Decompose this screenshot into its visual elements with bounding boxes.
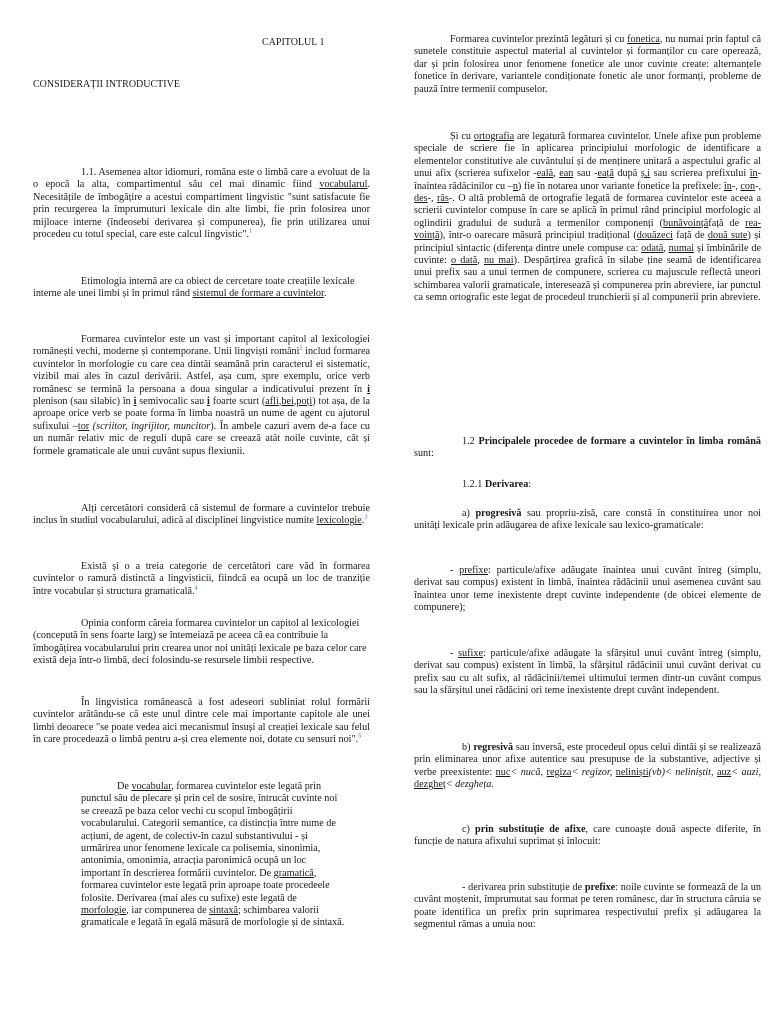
link-vocabularul[interactable]: vocabularul xyxy=(319,179,368,191)
paragraph-ortografia: Și cu ortografia are legatură formarea cuvintelor. Unele afixe pun probleme speciale de scriere fie în aplicarea principiului morfologic de identificare a elementelor constitutive ale cuvântului și de menținere unitară a aspectului grafic al unui afix (scrierea sufixelor -eală, ean sau -eață după ș,i sau scrierea prefixului în- înaintea rădăcinilor cu –n) fie în notarea unor variante fonetice la prefixele: în-, con-, des-, răs-. O altă problemă de ortografie legată de formarea cuvintelor este aceea a scrierii cuvintelor compuse în care se aplică în primul rând principiul morfologic al oglindirii gradului de sudură a termenilor componenți (bunăvoințăfață de rea-voință), într-o oarecare măsură principiul tradițional (douăzeci față de două sute) și principiul sintactic (diferența dintre unele compuse ca: odată, numai și îmbinările de cuvinte: o dată, nu mai). Despărțirea grafică în silabe ține seamă de identificarea unui prefix sau a unui termen de compunere, scrierea cu majuscule reflectă uneori schimbarea valorii gramaticale, interesează și compunerea prin abreviere, iar punctul ca semn ortografic este legat de procedeul trunchierii și al compunerii prin abreviere. xyxy=(414,131,762,304)
footnote-ref-1[interactable]: 1 xyxy=(249,228,253,235)
paragraph-prefixe: - prefixe: particule/afixe adăugate înaintea unui cuvânt întreg (simplu, derivat sau compus) existent în limbă, înaintea rădăcinii unui asemenea cuvânt sau înaintea unor teme inexistente drept cuvinte independente (de obicei elemente de compunere); xyxy=(414,565,762,614)
paragraph-regresiva: b) regresivă sau inversă, este procedeul opus celui dintâi și se realizează prin eliminarea unor afixe autentice sau presupuse de la substantive, adjective și verbe preexistente: nuc< nucă, regiza< regizor, neliniști(vb)< neliniștit, auz< auzi, dezgheț< dezgheța. xyxy=(414,742,762,791)
paragraph-fonetica: Formarea cuvintelor prezintă legături și cu fonetica, nu numai prin faptul că sunetele constituie aspectul material al cuvintelor și formanților cu care operează, dar și prin folosirea unor fenomene fonetice ale unor cuvinte create: alternanțele fonetice în derivare, variantele condiționate fonetic ale unor formanți, probleme de pauză între termenii compuselor. xyxy=(414,34,762,95)
subheading-1-2: 1.2 Principalele procedee de formare a cuvintelor în limba română sunt: xyxy=(414,436,762,460)
section-heading: CONSIDERAȚII INTRODUCTIVE xyxy=(33,79,180,90)
subheading-1-2-1: 1.2.1 Derivarea: xyxy=(462,479,532,490)
paragraph-alti-cercetatori: Alți cercetători consideră că sistemul de formare a cuvintelor trebuie inclus în studiul vocabularului, adică al disciplinei lingvistice numite lexicologie.$^3$ xyxy=(33,503,370,527)
paragraph-sufixe: - sufixe: particule/afixe adăugate la sfârșitul unui cuvânt întreg (simplu, derivat sau compus) existent în limbă, la sfârșitul rădăcinii unui cuvânt derivat cu prefix sau cu alt sufix, al rădăcinii/temei ultimului termen dintr-un cuvânt compus sau la sfârșitul unei rădăcini ori teme inexistente drept cuvânt independent. xyxy=(414,648,761,697)
paragraph-exista: Există și o a treia categorie de cercetători care văd în formarea cuvintelor o ramură distinctă a lingvisticii, fiindcă ea ocupă un loc de tranziție între vocabular și structura gramaticală.$^4$ xyxy=(33,561,370,597)
paragraph-opinia: Opinia conform căreia formarea cuvintelor un capitol al lexicologiei (concepută în sens foarte larg) se întemeiază pe aceea că ea contribuie la îmbogățirea vocabularului prin crearea unor noi unități lexicale pe baza celor care există deja într-o limbă, deci folosindu-se resursele limbii respective. xyxy=(33,618,367,667)
footnote-ref-5[interactable]: 5 xyxy=(358,733,362,740)
paragraph-formarea: Formarea cuvintelor este un vast și important capitol al lexicologiei românești vechi, moderne și contemporane. Unii lingviști români$^2$ includ formarea cuvintelor în morfologie cu care cea dintâi seamănă prin caracterul ei sistematic, vizibil mai ales în cazul derivării. Astfel, așa cum, spre exemplu, orice verb românesc se termină la persoana a doua singular a indicativului prezent în i plenison (sau silabic) în i semivocalic sau i foarte scurt (afli,bei,poți) tot așa, de la aproape orice verb se poate forma în limba noastră un nume de agent cu ajutorul sufixului –tor (scriitor, ingrijitor, muncitor). În ambele cazuri avem de-a face cu un număr relativ mic de reguli după care se creează atât noile cuvinte, cât și formele gramaticale ale unui cuvânt supus flexiunii. xyxy=(33,334,371,457)
paragraph-lingvistica: În lingvistica românească a fost adeseori subliniat rolul formării cuvintelor arătându-se că este unul dintre cele mai importante capitole ale unei limbi deoarece "se poate vedea aici mecanismul însuși al creației lexicale sau felul în care procedează o limbă pentru a-și crea elemente noi, dotate cu sensuri noi".$^5$ xyxy=(33,697,370,746)
paragraph-progresiva: a) progresivă sau propriu-zisă, care constă în constituirea unor noi unități lexicale prin adăugarea de afixe lexicale sau lexico-gramaticale: xyxy=(414,508,762,532)
paragraph-substitutie: c) prin substituție de afixe, care cunoaște două aspecte diferite, în funcție de natura afixului suprimat și înlocuit: xyxy=(414,824,762,848)
chapter-title: CAPITOLUL 1 xyxy=(262,37,325,48)
footnote-ref-2[interactable]: 2 xyxy=(299,346,303,353)
footnote-ref-3[interactable]: 3 xyxy=(364,515,368,522)
footnote-ref-4[interactable]: 4 xyxy=(194,585,198,592)
paragraph-substitutie-prefixe: - derivarea prin substituție de prefixe: noile cuvinte se formează de la un cuvânt moștenit, împrumutat sau format pe teren românesc, dar în structura căruia se poate identifica un prefix prin suprimarea respectivului prefix și adăugarea la segmentul rămas a unuia nou: xyxy=(414,882,761,931)
paragraph-etimologia: Etimologia internă are ca obiect de cercetare toate creațiile lexicale interne ale unei limbi și în primul rând sistemul de formare a cuvintelor. xyxy=(33,276,355,300)
paragraph-vocabular: De vocabular, formarea cuvintelor este legată prin punctul său de plecare și prin cel de sosire, întrucât cuvinte noi se creează pe baza celor vechi cu scopul îmbogățirii vocabularului. Categorii semantice, ca distincția între nume de acțiuni, de agent, de colectiv-în cazul substantivului - și urmărirea unor fenomene lexicale ca polisemia, sinonimia, antonimia, omonimia, atracția paronimică ocupă un loc important în descrierea formării cuvintelor. De gramatică, formarea cuvintelor este legată prin aproape toate procedeele folosite. Derivarea (mai ales cu sufixe) este legată de morfologie, iar compunerea de sintaxă; schimbarea valorii gramaticale e legată în egală măsură de morfologie și de sintaxă. xyxy=(81,781,345,929)
paragraph-1-1: 1.1. Asemenea altor idiomuri, româna este o limbă care a evoluat de la o epocă la alta, compartimentul său cel mai dinamic fiind vocabularul. Necesitățile de îmbogățire a acestui compartiment lingvistic "sunt satisfacute fie prin recurgerea la împrumuturi lexicale din alte limbi, fie prin folosirea unor mijloace interne (îndeosebi derivarea și compunerea), fie prin utilizarea unui procedeu cu totul special, care este calcul lingvistic".$^1$ xyxy=(33,167,370,241)
